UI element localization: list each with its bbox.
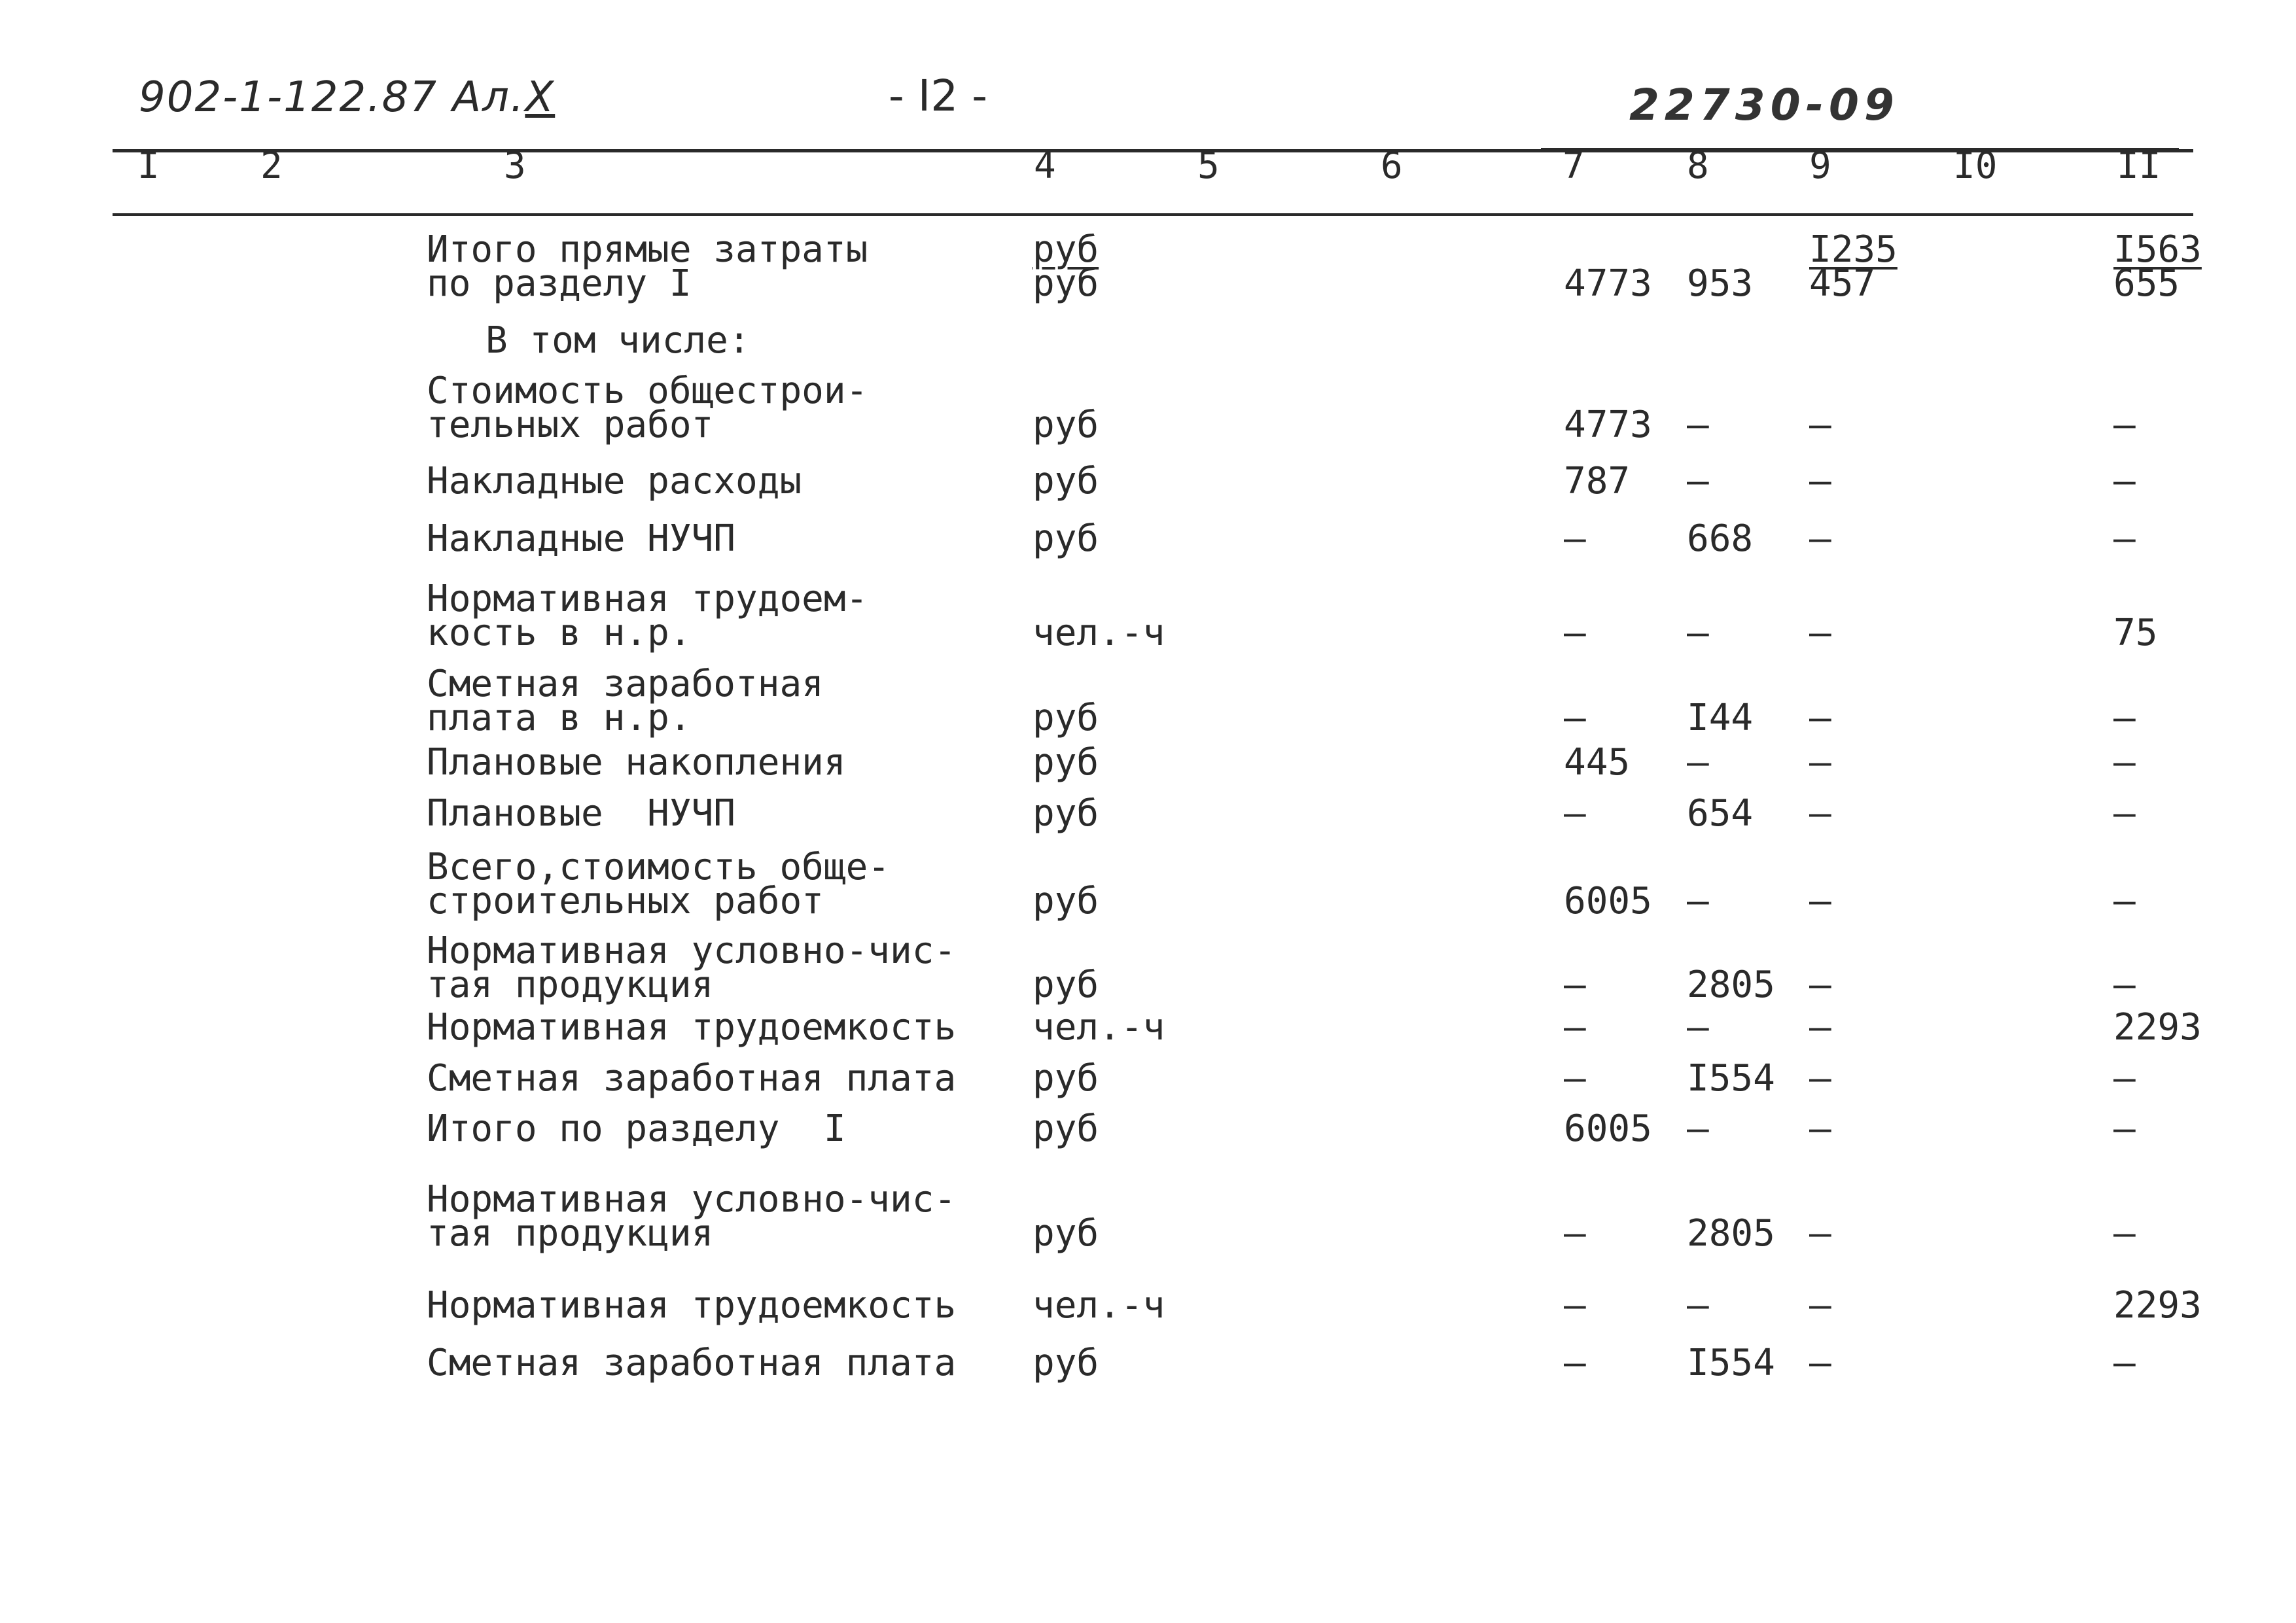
value-cell-11: – [2113, 697, 2136, 739]
value-cell-9: – [1809, 792, 1831, 835]
value-cell-7: 787 [1564, 460, 1631, 502]
value-cell-7: 6005 [1564, 880, 1652, 922]
unit-cell: руб [1033, 880, 1099, 922]
fraction-denominator: руб [1033, 262, 1099, 305]
value-cell-7: – [1564, 964, 1586, 1006]
value-cell-11: – [2113, 964, 2136, 1006]
column-header-1: I [137, 145, 160, 187]
unit-cell: руб [1033, 460, 1099, 502]
value-cell-11: 75 [2113, 612, 2158, 654]
row-label: Плановые накопления [427, 741, 846, 784]
value-cell-9 [1809, 228, 1898, 305]
fraction-numerator: I235 [1809, 228, 1898, 271]
value-cell-7: – [1564, 1006, 1586, 1049]
value-cell-7: – [1564, 1284, 1586, 1327]
fraction-numerator: I563 [2113, 228, 2202, 271]
document-number: 22730-09 [1629, 80, 1899, 130]
value-cell-9: – [1809, 1212, 1831, 1255]
row-label: В том числе: [486, 319, 751, 362]
column-header-8: 8 [1687, 145, 1709, 187]
value-cell-9: – [1809, 697, 1831, 739]
row-label: Сметная заработная плата в н.р. [427, 663, 824, 739]
value-cell-9: – [1809, 612, 1831, 654]
value-cell-8: – [1687, 741, 1709, 784]
doc-code-number: 902-1-122.87 [139, 73, 438, 122]
album-number: X [525, 73, 556, 122]
value-cell-11 [2113, 228, 2202, 305]
value-cell-8: – [1687, 404, 1709, 446]
value-cell-7: – [1564, 1342, 1586, 1384]
column-header-4: 4 [1034, 145, 1056, 187]
value-cell-8: – [1687, 1284, 1709, 1327]
column-header-2: 2 [260, 145, 283, 187]
row-label: Итого прямые затраты по разделу I [427, 228, 868, 305]
row-label: Нормативная условно-чис- тая продукция [427, 1178, 957, 1255]
document-code [139, 73, 555, 122]
value-cell-8: 654 [1687, 792, 1754, 835]
row-label: Сметная заработная плата [427, 1057, 957, 1100]
row-label: Сметная заработная плата [427, 1342, 957, 1384]
row-label: Накладные НУЧП [427, 517, 736, 560]
value-cell-7: – [1564, 792, 1586, 835]
value-cell-8: 2805 [1687, 1212, 1775, 1255]
unit-cell: руб [1033, 517, 1099, 560]
column-header-3: 3 [504, 145, 526, 187]
value-cell-7: – [1564, 517, 1586, 560]
value-cell-11: – [2113, 1108, 2136, 1150]
value-cell-11: – [2113, 741, 2136, 784]
value-cell-11: – [2113, 517, 2136, 560]
column-header-6: 6 [1381, 145, 1403, 187]
value-cell-11: – [2113, 404, 2136, 446]
column-header-10: I0 [1953, 145, 1998, 187]
value-cell-9: – [1809, 964, 1831, 1006]
value-cell-9: – [1809, 1006, 1831, 1049]
value-cell-8: I554 [1687, 1342, 1775, 1384]
value-cell-8: – [1687, 460, 1709, 502]
value-cell-11: – [2113, 460, 2136, 502]
row-label: Плановые НУЧП [427, 792, 736, 835]
value-cell-11: – [2113, 1342, 2136, 1384]
value-cell-8: 2805 [1687, 964, 1775, 1006]
value-cell-11: 2293 [2113, 1006, 2202, 1049]
value-cell-7: – [1564, 612, 1586, 654]
value-cell-9: – [1809, 741, 1831, 784]
value-cell-8: – [1687, 1108, 1709, 1150]
value-cell-7: 4773 [1564, 262, 1652, 305]
column-header-11: II [2117, 145, 2161, 187]
page-number: - I2 - [889, 71, 988, 121]
value-cell-8: 668 [1687, 517, 1754, 560]
value-cell-11: 2293 [2113, 1284, 2202, 1327]
value-cell-9: – [1809, 1108, 1831, 1150]
value-cell-7: – [1564, 697, 1586, 739]
column-header-7: 7 [1563, 145, 1585, 187]
fraction-denominator: 457 [1809, 262, 1876, 305]
unit-cell: руб [1033, 697, 1099, 739]
value-cell-9: – [1809, 1284, 1831, 1327]
unit-cell: руб [1033, 741, 1099, 784]
unit-cell: руб [1033, 1342, 1099, 1384]
value-cell-11: – [2113, 1212, 2136, 1255]
row-label: Нормативная трудоемкость [427, 1006, 957, 1049]
value-cell-8: I554 [1687, 1057, 1775, 1100]
value-cell-9: – [1809, 404, 1831, 446]
value-cell-9: – [1809, 1342, 1831, 1384]
album-prefix: Ал. [452, 73, 525, 122]
value-cell-7: 445 [1564, 741, 1631, 784]
value-cell-9: – [1809, 460, 1831, 502]
row-label: Итого по разделу I [427, 1108, 846, 1150]
value-cell-7: – [1564, 1212, 1586, 1255]
unit-cell: руб [1033, 404, 1099, 446]
value-cell-7: – [1564, 1057, 1586, 1100]
row-label: Нормативная условно-чис- тая продукция [427, 930, 957, 1006]
value-cell-8: I44 [1687, 697, 1754, 739]
value-cell-9: – [1809, 880, 1831, 922]
unit-cell: руб [1033, 1212, 1099, 1255]
unit-cell: руб [1033, 1057, 1099, 1100]
value-cell-9: – [1809, 1057, 1831, 1100]
value-cell-11: – [2113, 880, 2136, 922]
value-cell-7: 4773 [1564, 404, 1652, 446]
column-header-9: 9 [1809, 145, 1831, 187]
unit-cell [1033, 228, 1099, 305]
value-cell-11: – [2113, 792, 2136, 835]
table-header-bottom-rule [113, 213, 2193, 216]
unit-cell: чел.-ч [1033, 1284, 1165, 1327]
value-cell-8: – [1687, 1006, 1709, 1049]
unit-cell: чел.-ч [1033, 612, 1165, 654]
column-header-5: 5 [1197, 145, 1220, 187]
unit-cell: руб [1033, 1108, 1099, 1150]
value-cell-8: 953 [1687, 262, 1754, 305]
unit-cell: руб [1033, 964, 1099, 1006]
row-label: Нормативная трудоемкость [427, 1284, 957, 1327]
value-cell-8: – [1687, 612, 1709, 654]
row-label: Всего,стоимость обще- строительных работ [427, 846, 891, 922]
table-top-rule [113, 149, 2193, 152]
value-cell-7: 6005 [1564, 1108, 1652, 1150]
unit-cell: чел.-ч [1033, 1006, 1165, 1049]
row-label: Накладные расходы [427, 460, 802, 502]
unit-cell: руб [1033, 792, 1099, 835]
fraction-denominator: 655 [2113, 262, 2180, 305]
row-label: Нормативная трудоем- кость в н.р. [427, 578, 868, 654]
value-cell-9: – [1809, 517, 1831, 560]
value-cell-8: – [1687, 880, 1709, 922]
row-label: Стоимость общестрои- тельных работ [427, 370, 868, 446]
fraction-numerator: руб [1033, 228, 1099, 271]
value-cell-11: – [2113, 1057, 2136, 1100]
